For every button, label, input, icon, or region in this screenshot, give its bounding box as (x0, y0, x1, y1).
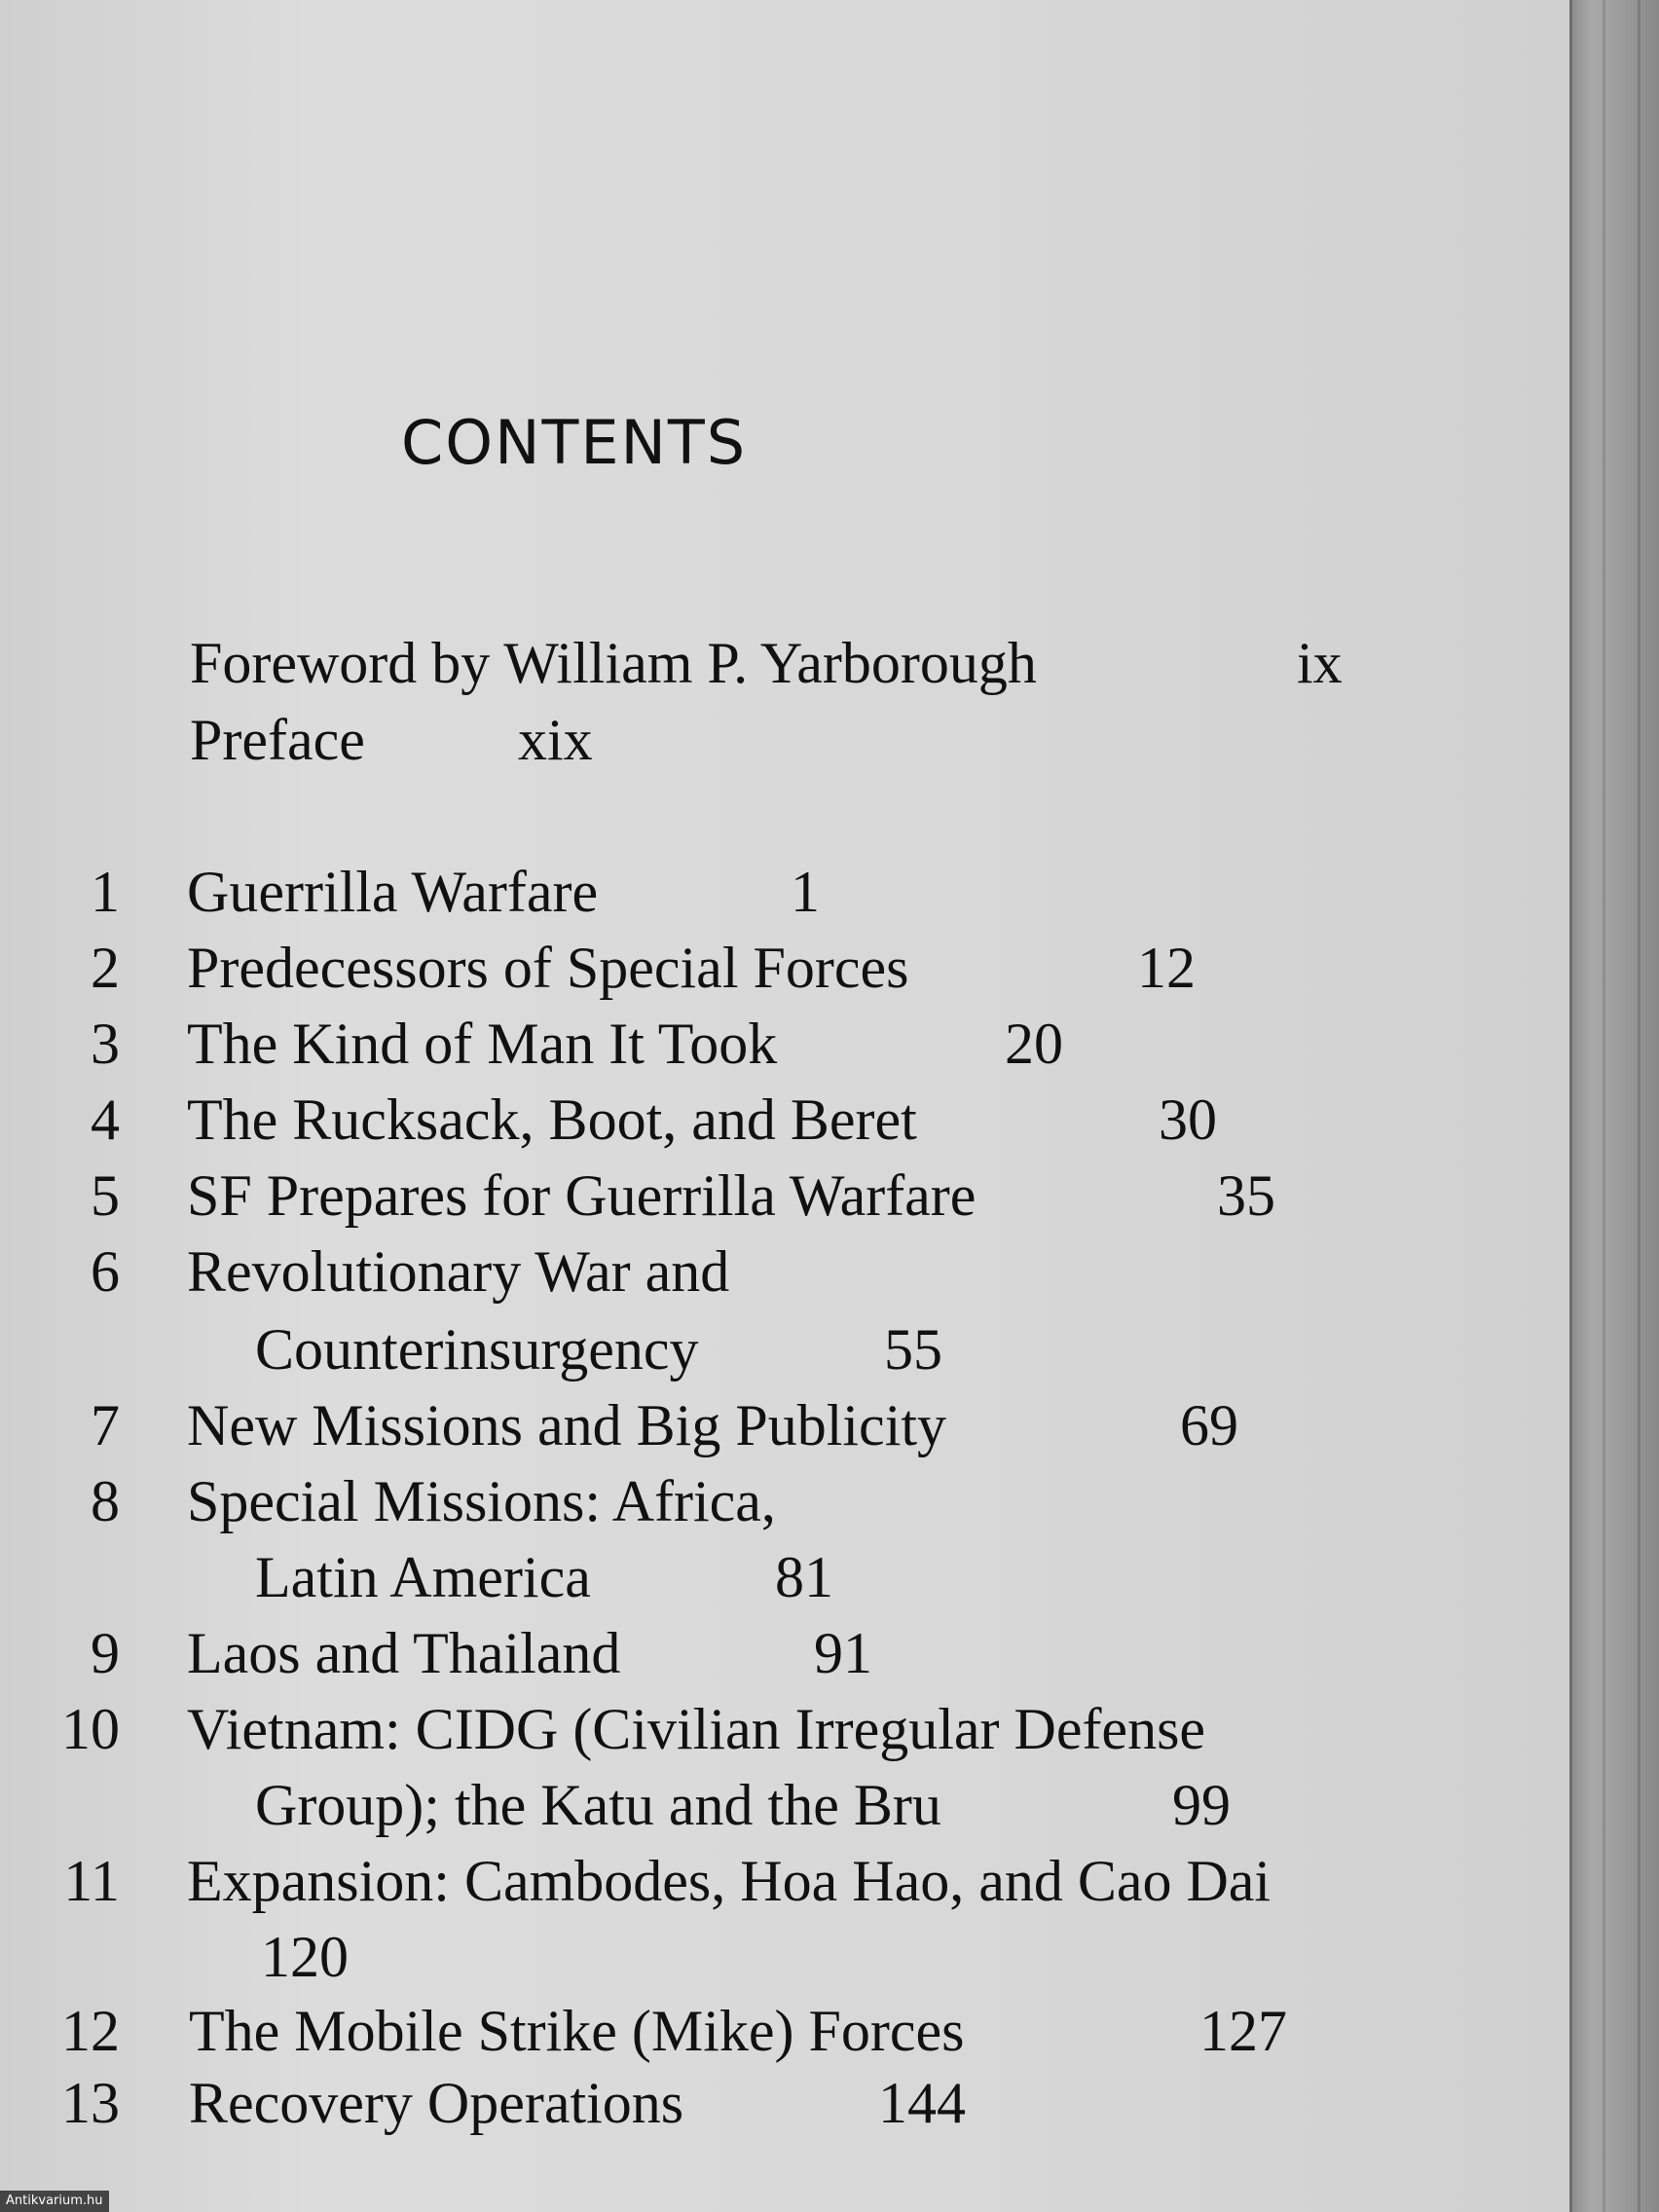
chapter-number: 12 (61, 1999, 120, 2063)
chapter-number: 7 (91, 1393, 120, 1457)
chapter-title: SF Prepares for Guerrilla Warfare (187, 1163, 977, 1228)
chapter-title-continued: Group); the Katu and the Bru (255, 1773, 941, 1837)
chapter-number: 13 (61, 2071, 120, 2135)
chapter-title: Guerrilla Warfare (187, 860, 599, 924)
chapter-title: The Rucksack, Boot, and Beret (187, 1088, 917, 1152)
chapter-number: 2 (91, 936, 120, 1000)
chapter-number: 11 (63, 1849, 120, 1913)
chapter-title: Revolutionary War and (187, 1239, 730, 1304)
chapter-title: Vietnam: CIDG (Civilian Irregular Defense (187, 1697, 1206, 1761)
chapter-title: New Missions and Big Publicity (187, 1393, 947, 1457)
chapter-page: 81 (775, 1545, 833, 1609)
chapter-page: 35 (1217, 1163, 1275, 1228)
foreword-title: Foreword by William P. Yarborough (190, 631, 1037, 695)
chapter-number: 5 (91, 1163, 120, 1228)
chapter-number: 6 (91, 1239, 120, 1304)
chapter-title: Special Missions: Africa, (187, 1469, 776, 1533)
chapter-page: 1 (791, 860, 820, 924)
preface-title: Preface (190, 708, 365, 772)
chapter-title: Recovery Operations (189, 2071, 684, 2135)
watermark: Antikvarium.hu (0, 2191, 109, 2212)
chapter-title: Expansion: Cambodes, Hoa Hao, and Cao Dai (187, 1849, 1272, 1913)
chapter-page: 91 (814, 1621, 872, 1685)
foreword-page: ix (1297, 631, 1343, 695)
chapter-page: 120 (261, 1925, 349, 1989)
chapter-title: Predecessors of Special Forces (187, 936, 909, 1000)
chapter-page: 30 (1159, 1088, 1217, 1152)
page-title: CONTENTS (401, 407, 748, 478)
book-gutter (1569, 0, 1659, 2212)
chapter-page: 20 (1005, 1012, 1063, 1076)
chapter-number: 10 (61, 1697, 120, 1761)
chapter-title-continued: Latin America (255, 1545, 591, 1609)
chapter-title: The Kind of Man It Took (187, 1012, 778, 1076)
chapter-page: 127 (1199, 1999, 1287, 2063)
chapter-title: The Mobile Strike (Mike) Forces (189, 1999, 965, 2063)
chapter-page: 69 (1180, 1393, 1238, 1457)
chapter-title: Laos and Thailand (187, 1621, 621, 1685)
chapter-number: 9 (91, 1621, 120, 1685)
preface-page: xix (518, 708, 593, 772)
chapter-number: 8 (91, 1469, 120, 1533)
chapter-page: 12 (1137, 936, 1196, 1000)
chapter-page: 99 (1172, 1773, 1231, 1837)
chapter-page: 55 (884, 1317, 942, 1382)
chapter-number: 3 (91, 1012, 120, 1076)
chapter-page: 144 (878, 2071, 966, 2135)
chapter-number: 4 (91, 1088, 120, 1152)
chapter-title-continued: Counterinsurgency (255, 1317, 699, 1382)
chapter-number: 1 (91, 860, 120, 924)
